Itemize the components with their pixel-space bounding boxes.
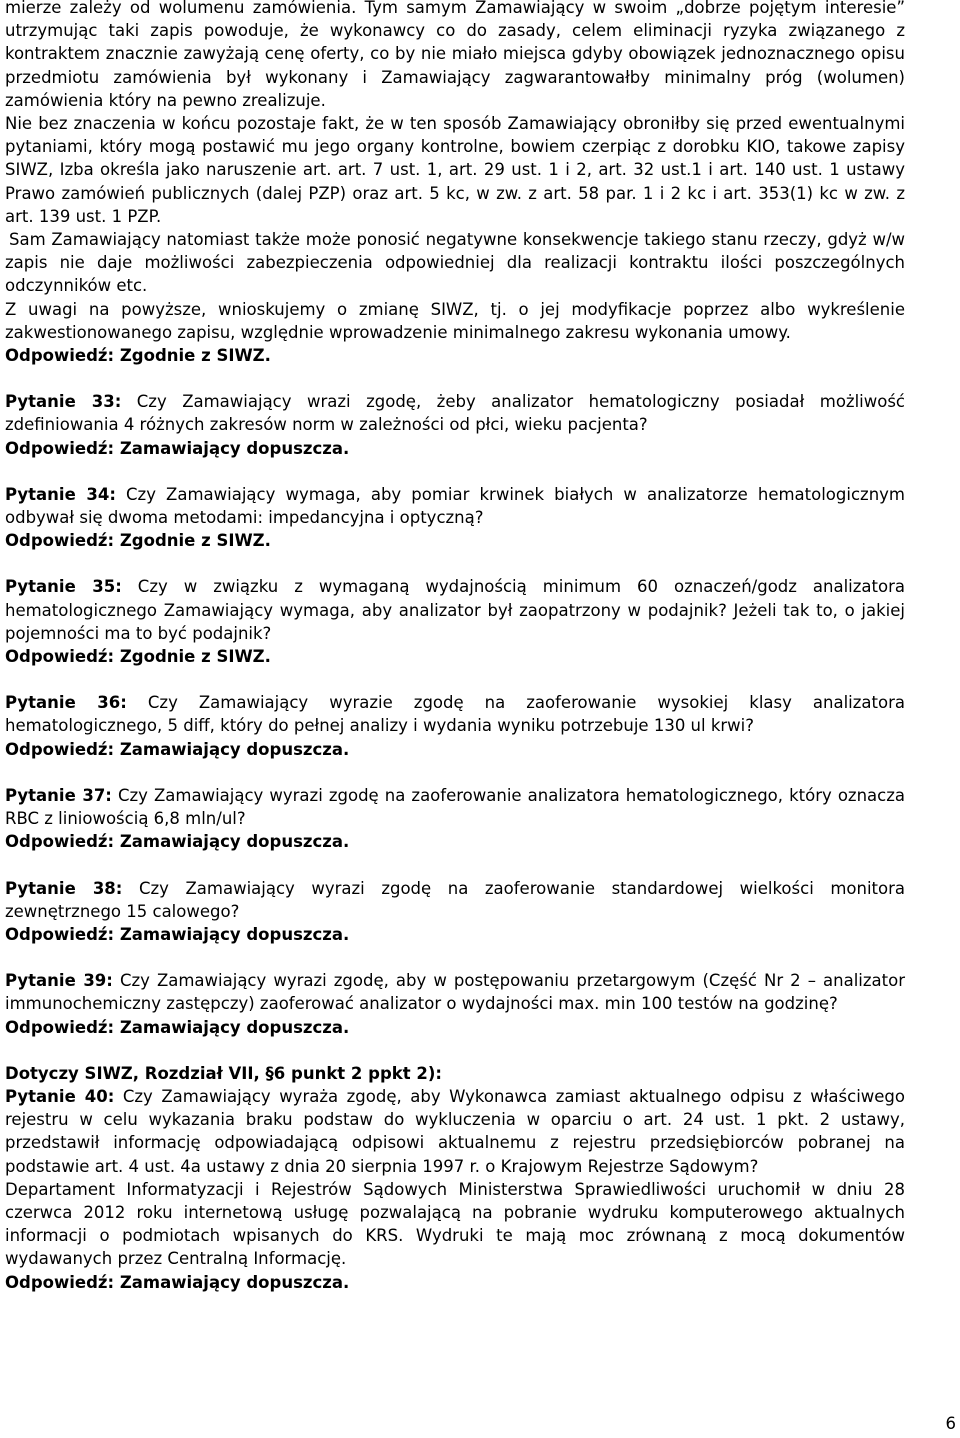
question-text-continued: Departament Informatyzacji i Rejestrów Sądowych Ministerstwa Sprawiedliwości uruchomił w dniu 28 czerwca 2012 roku internetową usługę pozwalającą na pobranie wydruku komputerowego aktualnych informacji o podmiotach wpisanych do KRS. Wydruki te mają moc zrównaną z mocą dokumentów wydawanych przez Centralną Informację. [5, 1179, 905, 1269]
intro-paragraph-2: Nie bez znaczenia w końcu pozostaje fakt, że w ten sposób Zamawiający obroniłby się przed ewentualnymi pytaniami, który mogą postawić mu jego organy kontrolne, bowiem czerpiąc z dorobku KIO, takowe zapisy SIWZ, Izba określa jako naruszenie art. art. 7 ust. 1, art. 29 ust. 1 i 2, art. 32 ust.1 i art. 140 ust. 1 ustawy Prawo zamówień publicznych (dalej PZP) oraz art. 5 kc, w zw. z art. 58 par. 1 i 2 kc i art. 353(1) kc w zw. z art. 139 ust. 1 PZP. [5, 114, 905, 226]
document-page [5, 0, 905, 1294]
question-label: Pytanie 33: [5, 392, 122, 412]
answer-intro: Odpowiedź: Zgodnie z SIWZ. [5, 346, 271, 366]
question-text: Czy Zamawiający wyrazi zgodę na zaoferowanie analizatora hematologicznego, który oznacza RBC z liniowością 6,8 mln/ul? [5, 785, 905, 829]
question-label: Pytanie 40: [5, 1086, 115, 1106]
question-label: Pytanie 38: [5, 878, 123, 898]
question-text: Czy Zamawiający wyrazi zgodę na zaoferowanie standardowej wielkości monitora zewnętrznego 15 calowego? [5, 878, 906, 921]
question-answer: Odpowiedź: Zamawiający dopuszcza. [5, 924, 350, 944]
question-35 [5, 575, 905, 668]
question-text: Czy Zamawiający wyrazie zgodę na zaoferowanie wysokiej klasy analizatora hematologicznego, 5 diff, który do pełnej analizy i wydania wyniku potrzebuje 130 ul krwi? [5, 693, 905, 736]
question-label: Pytanie 34: [5, 484, 116, 504]
question-36 [5, 691, 905, 761]
question-text: Czy Zamawiający wrazi zgodę, żeby analizator hematologiczny posiadał możliwość zdefiniowania 4 różnych zakresów norm w zależności od płci, wieku pacjenta? [5, 392, 906, 435]
intro-paragraph-3: Sam Zamawiający natomiast także może ponosić negatywne konsekwencje takiego stanu rzeczy, gdyż w/w zapis nie daje możliwości zabezpieczenia odpowiedniej dla realizacji kontraktu ilości poszczególnych odczynników etc. [5, 230, 905, 296]
question-text: Czy Zamawiający wyraża zgodę, aby Wykonawca zamiast aktualnego odpisu z właściwego rejestru w celu wykazania braku podstaw do wykluczenia w oparciu o art. 24 ust. 1 pkt. 2 ustawy, przedstawił informację odpowiadającą odpisowi aktualnemu z rejestru przedsiębiorców pobranej na podstawie art. 4 ust. 4a ustawy z dnia 20 sierpnia 1997 r. o Krajowym Rejestrze Sądowym? [5, 1086, 906, 1176]
question-answer: Odpowiedź: Zamawiający dopuszcza. [5, 739, 350, 759]
question-text: Czy w związku z wymaganą wydajnością minimum 60 oznaczeń/godz analizatora hematologicznego Zamawiający wymaga, aby analizator był zaopatrzony w podajnik? Jeżeli tak to, o jakiej pojemności ma to być podajnik? [5, 577, 905, 643]
question-answer: Odpowiedź: Zamawiający dopuszcza. [5, 1272, 350, 1292]
question-answer: Odpowiedź: Zamawiający dopuszcza. [5, 438, 350, 458]
page-number: 6 [945, 1414, 956, 1433]
question-answer: Odpowiedź: Zgodnie z SIWZ. [5, 647, 271, 667]
question-37 [5, 784, 905, 854]
section-heading: Dotyczy SIWZ, Rozdział VII, §6 punkt 2 ppkt 2): [5, 1063, 442, 1083]
intro-paragraph-4: Z uwagi na powyższe, wnioskujemy o zmianę SIWZ, tj. o jej modyfikacje poprzez albo wykreślenie zakwestionowanego zapisu, względnie wprowadzenie minimalnego zakresu wykonania umowy. [5, 299, 905, 342]
question-answer: Odpowiedź: Zamawiający dopuszcza. [5, 832, 350, 852]
question-answer: Odpowiedź: Zgodnie z SIWZ. [5, 531, 271, 551]
question-text: Czy Zamawiający wyrazi zgodę, aby w postępowaniu przetargowym (Część Nr 2 – analizator immunochemiczny zastępczy) zaoferować analizator o wydajności max. min 100 testów na godzinę? [5, 971, 905, 1014]
question-40 [5, 1085, 905, 1294]
question-38 [5, 877, 905, 947]
question-text: Czy Zamawiający wymaga, aby pomiar krwinek białych w analizatorze hematologicznym odbywał się dwoma metodami: impedancyjna i optyczną? [5, 484, 905, 528]
question-label: Pytanie 35: [5, 577, 122, 597]
question-label: Pytanie 39: [5, 971, 113, 991]
question-label: Pytanie 36: [5, 693, 127, 713]
intro-paragraph-1: mierze zależy od wolumenu zamówienia. Tym samym Zamawiający w swoim „dobrze pojętym interesie” utrzymując taki zapis powoduje, że wykonawcy co do zasady, celem eliminacji ryzyka związanego z kontraktem znacznie zawyżają cenę oferty, co by nie miało miejsca gdyby obowiązek jednoznacznego opisu przedmiotu zamówienia był wykonany i Zamawiający zagwarantowałby minimalny próg (wolumen) zamówienia który na pewno zrealizuje. [5, 0, 905, 110]
question-33 [5, 390, 905, 460]
question-label: Pytanie 37: [5, 785, 112, 805]
question-39 [5, 969, 905, 1039]
question-answer: Odpowiedź: Zamawiający dopuszcza. [5, 1017, 350, 1037]
question-34 [5, 483, 905, 553]
